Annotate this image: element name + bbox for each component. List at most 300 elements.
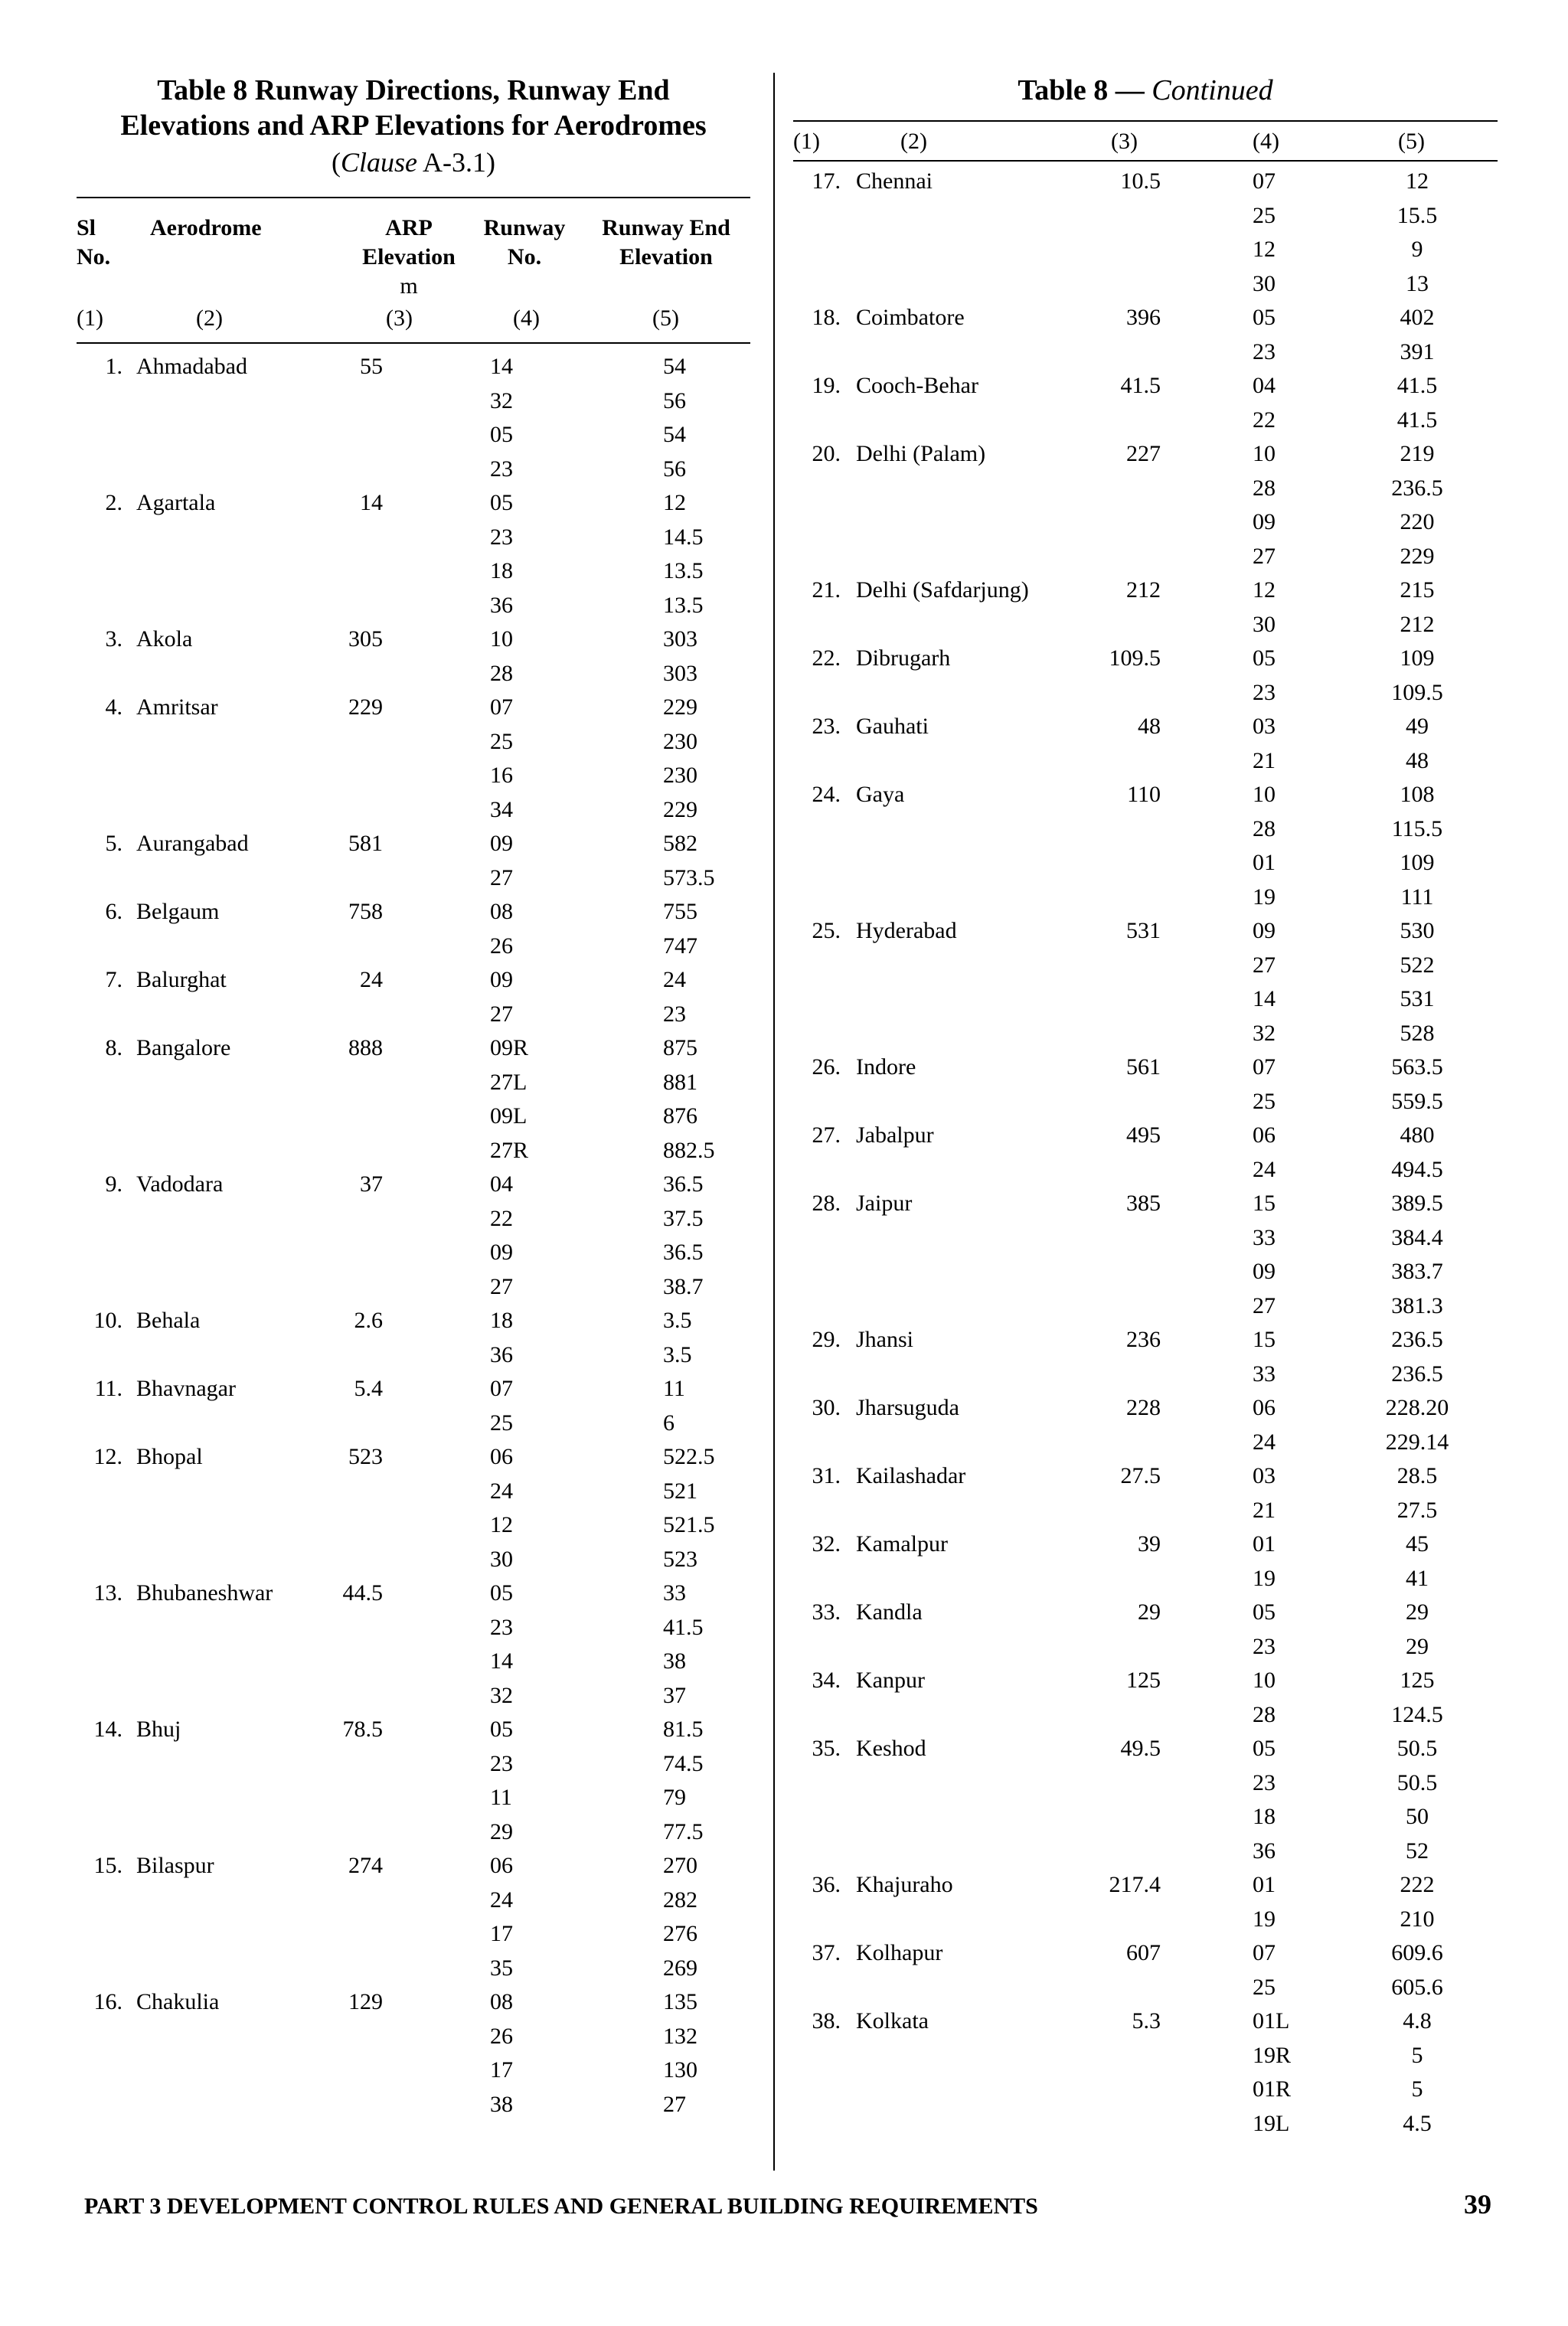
runway-no: 18 bbox=[490, 558, 513, 583]
table-body-left bbox=[77, 350, 750, 2122]
table-row bbox=[77, 1645, 750, 1679]
runway-no: 01R bbox=[1253, 2076, 1292, 2102]
arp-elevation: 2.6 bbox=[354, 1308, 383, 1333]
table-row bbox=[77, 963, 750, 998]
runway-end-elevation: 531 bbox=[1400, 986, 1435, 1011]
runway-no: 25 bbox=[1253, 1974, 1276, 2000]
runway-no: 24 bbox=[1253, 1429, 1276, 1455]
table-row bbox=[793, 573, 1498, 608]
table-row bbox=[793, 880, 1498, 915]
runway-no: 27 bbox=[1253, 952, 1276, 978]
arp-elevation: 125 bbox=[1126, 1668, 1161, 1693]
arp-elevation: 523 bbox=[348, 1444, 383, 1469]
runway-no: 06 bbox=[1253, 1395, 1276, 1420]
aerodrome-name: Bangalore bbox=[136, 1035, 231, 1060]
table-row bbox=[77, 827, 750, 861]
table-row bbox=[77, 384, 750, 419]
sl-no: 2. bbox=[105, 490, 122, 515]
table-row bbox=[793, 437, 1498, 472]
runway-end-elevation: 210 bbox=[1400, 1906, 1435, 1932]
table-row bbox=[793, 1085, 1498, 1119]
table-row bbox=[793, 1698, 1498, 1733]
table-row bbox=[77, 589, 750, 623]
runway-no: 36 bbox=[490, 1341, 513, 1367]
table-right bbox=[793, 73, 1498, 2141]
runway-end-elevation: 38.7 bbox=[663, 1273, 704, 1299]
runway-no: 35 bbox=[490, 1955, 513, 1981]
sl-no: 4. bbox=[105, 694, 122, 720]
table-row bbox=[793, 1664, 1498, 1698]
sl-no: 15. bbox=[93, 1853, 122, 1878]
table-row bbox=[793, 199, 1498, 234]
table-row bbox=[793, 778, 1498, 812]
aerodrome-name: Jharsuguda bbox=[856, 1395, 959, 1420]
runway-end-elevation: 41.5 bbox=[1396, 373, 1438, 398]
sl-no: 36. bbox=[812, 1872, 841, 1897]
sl-no: 1. bbox=[105, 354, 122, 379]
sl-no: 7. bbox=[105, 967, 122, 992]
table-row bbox=[793, 301, 1498, 335]
runway-end-elevation: 23 bbox=[663, 1001, 686, 1027]
runway-end-elevation: 528 bbox=[1400, 1020, 1435, 1046]
table-title-line-2: Elevations and ARP Elevations for Aerodromes bbox=[120, 109, 707, 142]
sl-no: 14. bbox=[93, 1717, 122, 1742]
table-row bbox=[793, 744, 1498, 779]
runway-end-elevation: 12 bbox=[1406, 168, 1429, 194]
runway-no: 38 bbox=[490, 2091, 513, 2117]
runway-end-elevation: 125 bbox=[1400, 1668, 1435, 1693]
arp-elevation: 229 bbox=[348, 694, 383, 720]
runway-no: 23 bbox=[1253, 1769, 1276, 1795]
table-row bbox=[793, 949, 1498, 983]
continued-top-rule bbox=[793, 120, 1498, 122]
aerodrome-name: Jhansi bbox=[856, 1327, 913, 1352]
runway-no: 21 bbox=[1253, 1497, 1276, 1523]
header-arp: ARP Elevation m bbox=[362, 215, 456, 299]
arp-elevation: 227 bbox=[1126, 441, 1161, 466]
runway-end-elevation: 37 bbox=[663, 1682, 686, 1708]
arp-elevation: 78.5 bbox=[342, 1717, 383, 1742]
aerodrome-name: Kandla bbox=[856, 1599, 923, 1625]
aerodrome-name: Vadodara bbox=[136, 1171, 224, 1197]
runway-no: 19 bbox=[1253, 1906, 1276, 1932]
table-row bbox=[77, 1508, 750, 1543]
table-row bbox=[793, 1119, 1498, 1153]
table-row bbox=[77, 2053, 750, 2088]
arp-elevation: 274 bbox=[348, 1853, 383, 1878]
runway-end-elevation: 522 bbox=[1400, 952, 1435, 978]
runway-no: 26 bbox=[490, 2023, 513, 2049]
runway-no: 05 bbox=[1253, 1599, 1276, 1625]
sl-no: 5. bbox=[105, 831, 122, 856]
runway-end-elevation: 236.5 bbox=[1391, 475, 1443, 501]
table-row bbox=[793, 608, 1498, 642]
table-row bbox=[793, 2073, 1498, 2107]
table-row bbox=[77, 657, 750, 691]
page-number: 39 bbox=[1464, 2189, 1491, 2220]
runway-end-elevation: 230 bbox=[663, 763, 697, 788]
runway-end-elevation: 215 bbox=[1400, 577, 1435, 603]
table-row bbox=[793, 1596, 1498, 1630]
runway-no: 12 bbox=[1253, 577, 1276, 603]
table-row bbox=[793, 1050, 1498, 1085]
runway-no: 25 bbox=[1253, 1088, 1276, 1114]
arp-elevation: 10.5 bbox=[1120, 168, 1161, 194]
runway-end-elevation: 563.5 bbox=[1391, 1054, 1443, 1080]
aerodrome-name: Chakulia bbox=[136, 1989, 220, 2014]
table-row bbox=[793, 2004, 1498, 2039]
runway-end-elevation: 303 bbox=[663, 660, 697, 686]
runway-no: 18 bbox=[1253, 1804, 1276, 1829]
runway-end-elevation: 109 bbox=[1400, 645, 1435, 671]
sl-no: 13. bbox=[93, 1580, 122, 1606]
table-row bbox=[793, 1289, 1498, 1324]
table-row bbox=[793, 1494, 1498, 1528]
table-row bbox=[77, 350, 750, 384]
sl-no: 22. bbox=[812, 645, 841, 671]
table-row bbox=[793, 642, 1498, 676]
runway-no: 19R bbox=[1253, 2042, 1292, 2068]
arp-elevation: 607 bbox=[1126, 1940, 1161, 1965]
sl-no: 6. bbox=[105, 899, 122, 924]
runway-no: 32 bbox=[490, 387, 513, 413]
table-row bbox=[77, 1611, 750, 1645]
table-row bbox=[793, 1732, 1498, 1766]
sl-no: 27. bbox=[812, 1122, 841, 1148]
aerodrome-name: Kanpur bbox=[856, 1668, 925, 1693]
runway-no: 23 bbox=[490, 524, 513, 550]
table-row bbox=[77, 1576, 750, 1611]
runway-no: 09L bbox=[490, 1103, 528, 1129]
aerodrome-name: Coimbatore bbox=[856, 305, 965, 330]
runway-no: 21 bbox=[1253, 747, 1276, 773]
table-row bbox=[77, 861, 750, 896]
runway-end-elevation: 79 bbox=[663, 1785, 686, 1810]
runway-no: 01 bbox=[1253, 1531, 1276, 1557]
runway-end-elevation: 109.5 bbox=[1391, 679, 1443, 705]
arp-elevation: 561 bbox=[1126, 1054, 1161, 1080]
runway-no: 10 bbox=[1253, 1668, 1276, 1693]
runway-no: 23 bbox=[1253, 679, 1276, 705]
runway-no: 01 bbox=[1253, 850, 1276, 875]
runway-no: 05 bbox=[490, 1717, 513, 1742]
runway-no: 25 bbox=[490, 728, 513, 754]
clause-word: Clause bbox=[340, 147, 417, 178]
runway-end-elevation: 29 bbox=[1406, 1599, 1429, 1625]
runway-no: 07 bbox=[1253, 168, 1276, 194]
sl-no: 33. bbox=[812, 1599, 841, 1625]
runway-end-elevation: 228.20 bbox=[1385, 1395, 1449, 1420]
runway-end-elevation: 212 bbox=[1400, 611, 1435, 637]
aerodrome-name: Chennai bbox=[856, 168, 933, 194]
runway-no: 23 bbox=[490, 1614, 513, 1640]
runway-end-elevation: 37.5 bbox=[663, 1205, 704, 1231]
runway-end-elevation: 230 bbox=[663, 728, 697, 754]
runway-end-elevation: 27.5 bbox=[1396, 1497, 1438, 1523]
aerodrome-name: Delhi (Palam) bbox=[856, 441, 986, 466]
runway-end-elevation: 56 bbox=[663, 456, 686, 482]
sl-no: 38. bbox=[812, 2008, 841, 2034]
runway-end-elevation: 5 bbox=[1411, 2042, 1423, 2068]
runway-end-elevation: 6 bbox=[663, 1410, 675, 1436]
runway-no: 34 bbox=[490, 796, 513, 822]
runway-no: 23 bbox=[1253, 1633, 1276, 1659]
sl-no: 29. bbox=[812, 1327, 841, 1352]
continued-header-rule bbox=[793, 160, 1498, 162]
table-row bbox=[77, 1406, 750, 1441]
table-row bbox=[793, 1323, 1498, 1357]
runway-no: 05 bbox=[1253, 1736, 1276, 1761]
runway-no: 29 bbox=[490, 1818, 513, 1844]
runway-no: 09 bbox=[1253, 918, 1276, 943]
table-row bbox=[793, 1459, 1498, 1494]
clause-reference bbox=[77, 145, 750, 180]
sl-no: 26. bbox=[812, 1054, 841, 1080]
aerodrome-name: Bhavnagar bbox=[136, 1376, 236, 1401]
aerodrome-name: Balurghat bbox=[136, 967, 227, 992]
sl-no: 18. bbox=[812, 305, 841, 330]
runway-end-elevation: 522.5 bbox=[663, 1444, 715, 1469]
runway-end-elevation: 882.5 bbox=[663, 1137, 715, 1163]
sl-no: 32. bbox=[812, 1531, 841, 1557]
runway-no: 14 bbox=[490, 1648, 513, 1674]
arp-elevation: 110 bbox=[1127, 782, 1161, 807]
runway-no: 18 bbox=[490, 1308, 513, 1333]
table-row bbox=[793, 1971, 1498, 2005]
runway-end-elevation: 881 bbox=[663, 1069, 697, 1095]
arp-elevation: 888 bbox=[348, 1035, 383, 1060]
runway-end-elevation: 28.5 bbox=[1396, 1463, 1438, 1488]
runway-end-elevation: 36.5 bbox=[663, 1171, 704, 1197]
table-row bbox=[793, 846, 1498, 880]
aerodrome-name: Indore bbox=[856, 1054, 916, 1080]
table-row bbox=[77, 929, 750, 964]
arp-elevation: 396 bbox=[1126, 305, 1161, 330]
runway-end-elevation: 5 bbox=[1411, 2076, 1423, 2102]
table-row bbox=[77, 1917, 750, 1952]
runway-end-elevation: 523 bbox=[663, 1546, 697, 1572]
table-row bbox=[793, 540, 1498, 574]
runway-no: 36 bbox=[1253, 1838, 1276, 1864]
runway-end-elevation: 521 bbox=[663, 1478, 697, 1504]
table-title-line-1: Table 8 Runway Directions, Runway End bbox=[157, 74, 670, 106]
arp-elevation: 495 bbox=[1126, 1122, 1161, 1148]
runway-end-elevation: 27 bbox=[663, 2091, 686, 2117]
runway-no: 08 bbox=[490, 1989, 513, 2014]
sl-no: 21. bbox=[812, 577, 841, 603]
runway-no: 15 bbox=[1253, 1327, 1276, 1352]
arp-elevation: 27.5 bbox=[1120, 1463, 1161, 1488]
runway-end-elevation: 222 bbox=[1400, 1872, 1435, 1897]
sl-no: 23. bbox=[812, 714, 841, 739]
runway-end-elevation: 229 bbox=[663, 796, 697, 822]
arp-elevation: 48 bbox=[1138, 714, 1161, 739]
table-row bbox=[793, 914, 1498, 949]
runway-no: 16 bbox=[490, 763, 513, 788]
sl-no: 34. bbox=[812, 1668, 841, 1693]
runway-no: 05 bbox=[490, 490, 513, 515]
runway-end-elevation: 530 bbox=[1400, 918, 1435, 943]
sl-no: 19. bbox=[812, 373, 841, 398]
table-row bbox=[793, 676, 1498, 711]
table-row bbox=[793, 472, 1498, 506]
runway-no: 17 bbox=[490, 1921, 513, 1946]
table-left bbox=[77, 73, 750, 2122]
runway-end-elevation: 383.7 bbox=[1391, 1259, 1443, 1284]
table-row bbox=[77, 1099, 750, 1134]
table-row bbox=[793, 1936, 1498, 1971]
runway-end-elevation: 303 bbox=[663, 626, 697, 652]
table-row bbox=[793, 1017, 1498, 1051]
table-row bbox=[793, 369, 1498, 403]
table-row bbox=[793, 1868, 1498, 1903]
runway-end-elevation: 219 bbox=[1400, 441, 1435, 466]
runway-end-elevation: 389.5 bbox=[1391, 1191, 1443, 1216]
runway-end-elevation: 33 bbox=[663, 1580, 686, 1606]
arp-elevation: 385 bbox=[1126, 1191, 1161, 1216]
arp-elevation: 39 bbox=[1138, 1531, 1161, 1557]
arp-elevation: 5.3 bbox=[1132, 2008, 1161, 2034]
runway-no: 05 bbox=[490, 422, 513, 447]
arp-elevation: 228 bbox=[1126, 1395, 1161, 1420]
arp-elevation: 5.4 bbox=[354, 1376, 383, 1401]
runway-no: 25 bbox=[490, 1410, 513, 1436]
runway-no: 06 bbox=[490, 1853, 513, 1878]
table-row bbox=[793, 1221, 1498, 1256]
sl-no: 35. bbox=[812, 1736, 841, 1761]
table-row bbox=[77, 1168, 750, 1202]
top-rule bbox=[77, 197, 750, 198]
runway-end-elevation: 229.14 bbox=[1385, 1429, 1449, 1455]
runway-no: 27 bbox=[1253, 1292, 1276, 1318]
arp-elevation: 531 bbox=[1126, 918, 1161, 943]
runway-no: 09 bbox=[490, 967, 513, 992]
runway-end-elevation: 384.4 bbox=[1391, 1224, 1443, 1250]
runway-end-elevation: 52 bbox=[1406, 1838, 1429, 1864]
table-row bbox=[793, 812, 1498, 847]
runway-no: 23 bbox=[1253, 338, 1276, 364]
aerodrome-name: Gaya bbox=[856, 782, 905, 807]
table-row bbox=[793, 1153, 1498, 1188]
aerodrome-name: Aurangabad bbox=[136, 831, 249, 856]
table-row bbox=[77, 554, 750, 589]
runway-end-elevation: 15.5 bbox=[1396, 202, 1438, 228]
runway-no: 27 bbox=[490, 864, 513, 890]
runway-no: 32 bbox=[490, 1682, 513, 1708]
runway-no: 05 bbox=[1253, 645, 1276, 671]
runway-no: 30 bbox=[1253, 270, 1276, 296]
runway-end-elevation: 41 bbox=[1406, 1565, 1429, 1591]
runway-no: 36 bbox=[490, 592, 513, 618]
sl-no: 30. bbox=[812, 1395, 841, 1420]
runway-no: 24 bbox=[490, 1478, 513, 1504]
table-row bbox=[77, 1985, 750, 2020]
page-footer: PART 3 DEVELOPMENT CONTROL RULES AND GENERAL BUILDING REQUIREMENTS bbox=[84, 2194, 1038, 2219]
runway-no: 11 bbox=[490, 1785, 512, 1810]
aerodrome-name: Keshod bbox=[856, 1736, 926, 1761]
runway-end-elevation: 391 bbox=[1400, 338, 1435, 364]
continued-column-numbers: (1) (2) (3) (4) (5) bbox=[793, 129, 1425, 154]
runway-end-elevation: 229 bbox=[1400, 543, 1435, 569]
header-aerodrome: Aerodrome bbox=[150, 215, 262, 240]
table-body-right bbox=[793, 165, 1498, 2141]
arp-elevation: 37 bbox=[360, 1171, 383, 1197]
runway-no: 27 bbox=[490, 1273, 513, 1299]
header-runway-end: Runway End Elevation bbox=[602, 215, 730, 270]
table-row bbox=[77, 1952, 750, 1986]
table-row bbox=[77, 1747, 750, 1782]
runway-no: 04 bbox=[1253, 373, 1276, 398]
sl-no: 9. bbox=[105, 1171, 122, 1197]
runway-end-elevation: 573.5 bbox=[663, 864, 715, 890]
arp-elevation: 129 bbox=[348, 1989, 383, 2014]
runway-end-elevation: 124.5 bbox=[1391, 1701, 1443, 1727]
runway-end-elevation: 236.5 bbox=[1391, 1361, 1443, 1387]
runway-end-elevation: 108 bbox=[1400, 782, 1435, 807]
aerodrome-name: Bilaspur bbox=[136, 1853, 214, 1878]
runway-end-elevation: 74.5 bbox=[663, 1750, 704, 1776]
table-row bbox=[793, 982, 1498, 1017]
table-row bbox=[793, 1391, 1498, 1426]
aerodrome-name: Kolhapur bbox=[856, 1940, 943, 1965]
runway-no: 19 bbox=[1253, 884, 1276, 910]
runway-no: 27R bbox=[490, 1137, 529, 1163]
aerodrome-name: Belgaum bbox=[136, 899, 220, 924]
table-row bbox=[793, 1527, 1498, 1562]
sl-no: 16. bbox=[93, 1989, 122, 2014]
header-sl: Sl No. bbox=[77, 215, 111, 270]
runway-no: 27L bbox=[490, 1069, 528, 1095]
header-runway: Runway No. bbox=[483, 215, 566, 270]
runway-no: 15 bbox=[1253, 1191, 1276, 1216]
runway-end-elevation: 229 bbox=[663, 694, 697, 720]
table-row bbox=[77, 418, 750, 452]
table-row bbox=[793, 1903, 1498, 1937]
table-row bbox=[793, 2039, 1498, 2073]
runway-end-elevation: 521.5 bbox=[663, 1512, 715, 1537]
runway-end-elevation: 132 bbox=[663, 2023, 697, 2049]
continued-title: Table 8 — Continued bbox=[1018, 74, 1273, 106]
runway-no: 04 bbox=[490, 1171, 513, 1197]
runway-no: 17 bbox=[490, 2057, 513, 2083]
table-row bbox=[793, 267, 1498, 302]
table-row bbox=[793, 403, 1498, 438]
table-row bbox=[77, 759, 750, 793]
runway-no: 09 bbox=[1253, 509, 1276, 534]
runway-end-elevation: 14.5 bbox=[663, 524, 704, 550]
table-row bbox=[77, 1236, 750, 1270]
runway-end-elevation: 236.5 bbox=[1391, 1327, 1443, 1352]
sl-no: 25. bbox=[812, 918, 841, 943]
column-numbers: (1) (2) (3) (4) (5) bbox=[77, 305, 679, 331]
runway-no: 27 bbox=[490, 1001, 513, 1027]
table-row bbox=[77, 1202, 750, 1237]
runway-end-elevation: 111 bbox=[1400, 884, 1434, 910]
runway-no: 05 bbox=[490, 1580, 513, 1606]
runway-end-elevation: 876 bbox=[663, 1103, 697, 1129]
runway-no: 09 bbox=[490, 831, 513, 856]
clause-ref: A-3.1) bbox=[423, 147, 495, 178]
runway-no: 30 bbox=[1253, 611, 1276, 637]
aerodrome-name: Kamalpur bbox=[856, 1531, 948, 1557]
table-row bbox=[793, 1766, 1498, 1801]
table-row bbox=[793, 2107, 1498, 2141]
arp-elevation: 29 bbox=[1138, 1599, 1161, 1625]
runway-no: 25 bbox=[1253, 202, 1276, 228]
aerodrome-name: Agartala bbox=[136, 490, 216, 515]
runway-end-elevation: 36.5 bbox=[663, 1240, 704, 1265]
table-row bbox=[793, 1426, 1498, 1460]
